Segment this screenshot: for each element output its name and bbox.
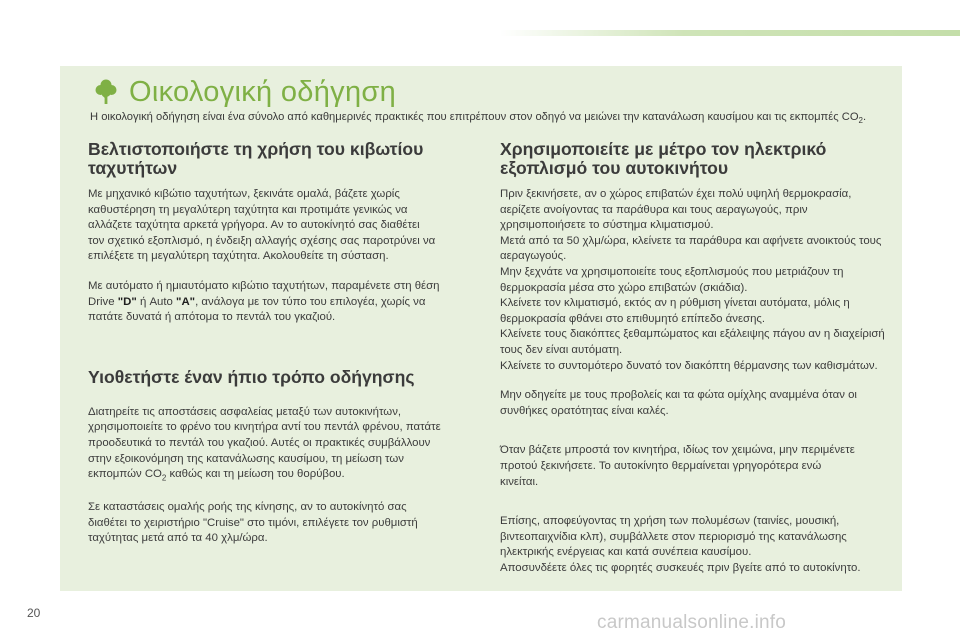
watermark: carmanualsonline.info [597,612,787,633]
page-header [95,72,396,112]
section-heading-gearbox: Βελτιστοποιήστε τη χρήση του κιβωτίου ταχυτήτων [88,139,424,178]
electrical-paragraph-3: Όταν βάζετε μπροστά τον κινητήρα, ιδίως τον χειμώνα, μην περιμένετε προτού ξεκινήσετε. Το αυτοκίνητο θερμαίνεται γρηγορότερα ενώ κινείται. [500,444,855,488]
tree-icon [95,79,117,105]
gearbox-paragraph-2: Με αυτόματο ή ημιαυτόματο κιβώτιο ταχυτήτων, παραμένετε στη θέση Drive "D" ή Auto "A", ανάλογα με τον τύπο του επιλογέα, χωρίς να πατάτε δυνατά ή απότομα το πεντάλ του γκαζιού. [88,279,440,324]
page-number: 20 [27,606,41,620]
electrical-paragraph-2: Μην οδηγείτε με τους προβολείς και τα φώτα ομίχλης αναμμένα όταν οι συνθήκες ορατότητας είναι καλές. [500,389,857,417]
top-accent-bar [500,30,960,36]
left-column [88,140,478,547]
page-title: Οικολογική οδήγηση [129,75,396,108]
section-heading-driving-style: Υιοθετήστε έναν ήπιο τρόπο οδήγησης [88,366,415,387]
right-column [500,140,892,576]
gearbox-paragraph-1: Με μηχανικό κιβώτιο ταχυτήτων, ξεκινάτε ομαλά, βάζετε χωρίς καθυστέρηση τη μεγαλύτερη ταχύτητα και προτιμάτε γενικώς να αλλάζετε ταχύτητα αρκετά γρήγορα. Αν το αυτοκίνητό σας διαθέτει τον σχετικό εξοπλισμό, η ένδειξη αλλαγής σχέσης σας παροτρύνει να επιλέξετε τη μεγαλύτερη ταχύτητα. Ακολουθείτε τη σύσταση. [88,188,436,263]
driving-paragraph-2: Σε καταστάσεις ομαλής ροής της κίνησης, αν το αυτοκίνητό σας διαθέτει το χειριστήριο "Cruise" στο τιμόνι, επιλέγετε τον ρυθμιστή ταχύτητας μετά από τα 40 χλμ/ώρα. [88,501,418,545]
electrical-paragraph-1: Πριν ξεκινήσετε, αν ο χώρος επιβατών έχει πολύ υψηλή θερμοκρασία, αερίζετε ανοίγοντας τα παράθυρα και τους αεραγωγούς, πριν χρησιμοποιήσετε το σύστημα κλιματισμού. Μετά από τα 50 χλμ/ώρα, κλείνετε τα παράθυρα και αφήνετε ανοικτούς τους αεραγωγούς. Μην ξεχνάτε να χρησιμοποιείτε τους εξοπλισμούς που μετριάζουν τη θερμοκρασία μέσα στο χώρο επιβατών (σκιάδια). Κλείνετε τον κλιματισμό, εκτός αν η ρύθμιση γίνεται αυτόματα, μόλις η θερμοκρασία φθάνει στο επιθυμητό επίπεδο άνεσης. Κλείνετε τους διακόπτες ξεθαμπώματος και εξάλειψης πάγου αν η διαχείρισή τους δεν είναι αυτόματη. Κλείνετε το συντομότερο δυνατό τον διακόπτη θέρμανσης των καθισμάτων. [500,188,885,372]
driving-paragraph-1: Διατηρείτε τις αποστάσεις ασφαλείας μεταξύ των αυτοκινήτων, χρησιμοποιείτε το φρένο του κινητήρα αντί του πεντάλ φρένου, πατάτε προοδευτικά το πεντάλ του γκαζιού. Αυτές οι πρακτικές συμβάλλουν στην εξοικονόμηση της κατανάλωσης καυσίμου, τη μείωση των εκπομπών $CO_2$ καθώς και τη μείωση του θορύβου. [88,405,441,483]
intro-text: Η οικολογική οδήγηση είναι ένα σύνολο από καθημερινές πρακτικές που επιτρέπουν στον οδηγό να μειώνει την κατανάλωση καυσίμου και τις εκπομπές $CO_2$. [90,111,867,126]
electrical-paragraph-4: Επίσης, αποφεύγοντας τη χρήση των πολυμέσων (ταινίες, μουσική, βιντεοπαιχνίδια κλπ), συμβάλλετε στον περιορισμό της κατανάλωσης ηλεκτρικής ενέργειας και κατά συνέπεια καυσίμου. Αποσυνδέετε όλες τις φορητές συσκευές πριν βγείτε από το αυτοκίνητο. [500,515,861,574]
section-heading-electrical: Χρησιμοποιείτε με μέτρο τον ηλεκτρικό εξοπλισμό του αυτοκινήτου [500,139,827,178]
